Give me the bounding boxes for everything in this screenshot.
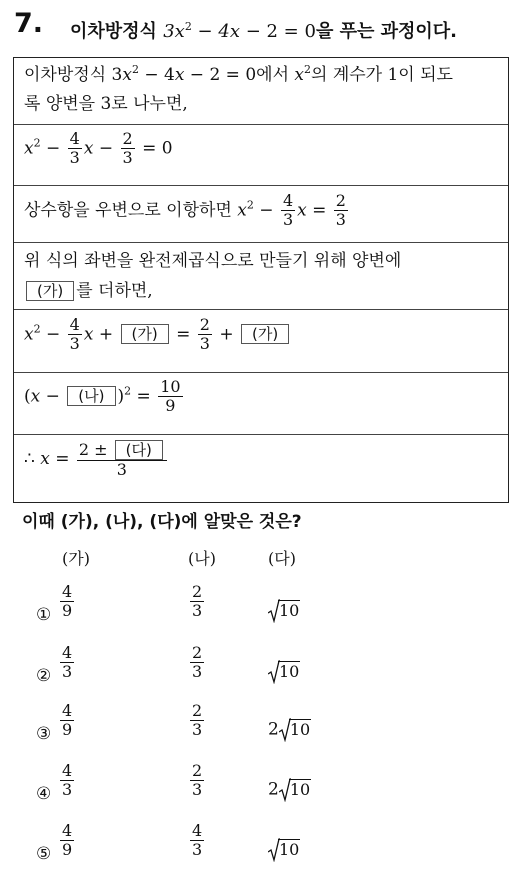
- option-na-fraction: [190, 822, 204, 860]
- divider: [14, 434, 508, 435]
- option-number: ④: [36, 784, 52, 804]
- option-da-value: [268, 838, 300, 862]
- fraction: $\frac{4}{3}$: [69, 129, 80, 168]
- option-ga-fraction: [60, 702, 74, 740]
- option-ga-fraction: [60, 644, 74, 682]
- box-line-2: 록 양변을 3로 나누면,: [24, 94, 188, 114]
- fraction: $\frac{2}{3}$: [122, 129, 133, 168]
- option-number: ①: [36, 605, 52, 625]
- numerator: 4: [62, 701, 73, 720]
- option-da-value: [268, 599, 300, 623]
- fraction: $\frac{\text{2 ± (다)}}{3}$: [77, 440, 167, 479]
- option-da-value: [268, 778, 311, 802]
- answer-option[interactable]: [0, 822, 529, 882]
- line1-coef: 의 계수가 1이 되도: [311, 65, 453, 85]
- divider: [14, 185, 508, 186]
- option-na-fraction: [190, 644, 204, 682]
- blank-na: (나): [67, 386, 115, 406]
- fraction: $\frac{4}{3}$: [69, 315, 80, 354]
- prompt-suffix: 을 푸는 과정이다.: [315, 21, 458, 42]
- eq1-suffix: = 0: [142, 138, 173, 159]
- option-na-fraction: [190, 702, 204, 740]
- equation-5: ∴ x = $\frac{\text{2 ± (다)}}{3}$: [24, 440, 169, 479]
- blank-ga: (가): [26, 281, 74, 301]
- equation-1: $x^2$ − $\frac{4}{3}$ x − $\frac{2}{3}$ = 0: [24, 129, 173, 168]
- denominator: 9: [62, 601, 73, 621]
- box-line-1: 이차방정식 $3x^2 - 4x - 2 = 0$에서 $x^2$의 계수가 1이 되도: [24, 63, 453, 85]
- radicand: 10: [289, 720, 311, 740]
- blank-ga: (가): [121, 324, 169, 344]
- denominator: 3: [192, 780, 203, 800]
- prompt-equation: $3x^2 - 4x - 2 = 0$: [163, 20, 316, 42]
- sub-question: 이때 (가), (나), (다)에 알맞은 것은?: [22, 512, 302, 532]
- option-na-fraction: [190, 583, 204, 621]
- option-ga-fraction: [60, 762, 74, 800]
- fraction: $\frac{10}{9}$: [160, 377, 181, 416]
- blank-ga: (가): [241, 324, 289, 344]
- radicand: 10: [279, 662, 300, 682]
- answer-option[interactable]: [0, 762, 529, 822]
- radicand: 10: [279, 840, 300, 860]
- numerator: 4: [62, 643, 73, 662]
- divider: [14, 124, 508, 125]
- option-ga-fraction: [60, 583, 74, 621]
- denominator: 9: [62, 840, 73, 860]
- fraction: $\frac{2}{3}$: [199, 315, 210, 354]
- column-header-na: (나): [188, 549, 216, 568]
- box-line-5: [24, 280, 153, 302]
- solution-box: [13, 57, 509, 503]
- divider: [14, 242, 508, 243]
- numerator: 2: [192, 761, 203, 780]
- denominator: 3: [62, 662, 73, 682]
- radical-coefficient: 2: [268, 719, 279, 740]
- radicand: 10: [279, 601, 300, 621]
- equation-2: 상수항을 우변으로 이항하면 $x^2$ − $\frac{4}{3}$ x = $\frac{2}{3}$: [24, 191, 346, 230]
- equation-3: $x^2$ − $\frac{4}{3}$ x + (가) = $\frac{2}{3}$ + (가): [24, 316, 291, 354]
- option-da-value: [268, 660, 300, 684]
- denominator: 3: [192, 720, 203, 740]
- blank-da: (다): [115, 440, 163, 460]
- column-header-da: (다): [268, 549, 296, 568]
- answer-option[interactable]: [0, 583, 529, 643]
- option-number: ②: [36, 666, 52, 686]
- question-prompt: [70, 17, 457, 43]
- fraction: $\frac{2}{3}$: [335, 191, 346, 230]
- equation-4: (x − (나) )$^2$ = $\frac{10}{9}$: [24, 377, 181, 416]
- fraction: $\frac{4}{3}$: [282, 191, 294, 230]
- box-line-4: 위 식의 좌변을 완전제곱식으로 만들기 위해 양변에: [24, 251, 402, 271]
- denominator: 3: [192, 662, 203, 682]
- option-number: ③: [36, 724, 52, 744]
- radicand: 10: [289, 780, 311, 800]
- answer-option[interactable]: [0, 644, 529, 704]
- numerator: 2: [192, 643, 203, 662]
- numerator: 4: [62, 582, 73, 601]
- denominator: 3: [192, 601, 203, 621]
- numerator: 2: [192, 582, 203, 601]
- option-ga-fraction: [60, 822, 74, 860]
- column-header-ga: (가): [62, 549, 90, 568]
- line5-post: 를 더하면,: [76, 281, 153, 301]
- radical-coefficient: 2: [268, 779, 279, 800]
- numerator: 2: [192, 701, 203, 720]
- denominator: 3: [192, 840, 203, 860]
- line1-post: 에서: [256, 65, 295, 85]
- option-number: ⑤: [36, 844, 52, 864]
- divider: [14, 309, 508, 310]
- option-na-fraction: [190, 762, 204, 800]
- line3-pre: 상수항을 우변으로 이항하면: [24, 200, 238, 221]
- answer-option[interactable]: [0, 702, 529, 762]
- denominator: 9: [62, 720, 73, 740]
- numerator: 4: [62, 761, 73, 780]
- prompt-prefix: 이차방정식: [70, 21, 164, 42]
- question-number: 7.: [14, 8, 44, 39]
- numerator: 4: [192, 821, 203, 840]
- denominator: 3: [62, 780, 73, 800]
- numerator: 4: [62, 821, 73, 840]
- option-da-value: [268, 718, 311, 742]
- divider: [14, 372, 508, 373]
- line1-pre: 이차방정식: [24, 65, 112, 85]
